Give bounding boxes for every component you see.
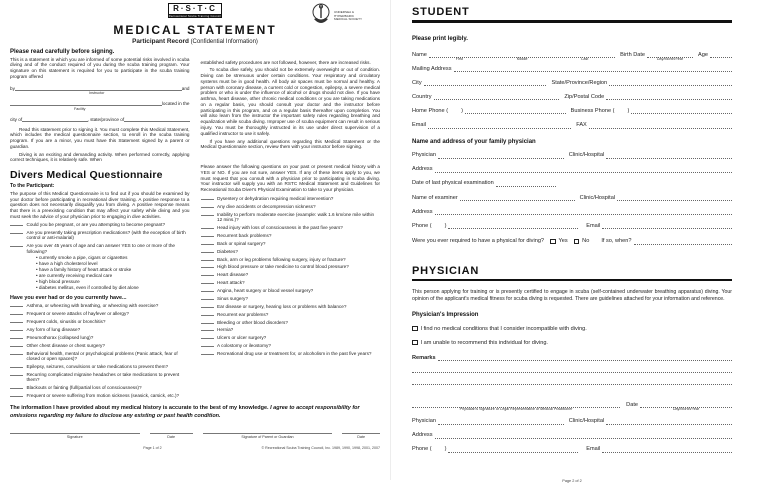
question-row — [10, 311, 190, 316]
question-text: Ulcers or ulcer surgery? — [217, 335, 267, 341]
physician-section-heading: PHYSICIAN — [412, 264, 480, 277]
located-label: located in the — [161, 101, 190, 107]
facility-caption: Facility — [74, 106, 86, 111]
rstc-logo — [168, 3, 222, 18]
answer-blank — [201, 249, 214, 253]
question-row — [201, 304, 381, 309]
country-row — [412, 94, 732, 101]
physician-name-row — [412, 418, 732, 425]
phone-row — [412, 108, 732, 115]
answer-blank — [201, 304, 214, 308]
physician-phone-row — [412, 446, 732, 453]
question-text: Recurring complicated migraine headaches or take medications to prevent them? — [26, 371, 180, 383]
answer-blank — [201, 335, 214, 339]
question-row — [201, 280, 381, 285]
fax-label: FAX — [576, 122, 587, 129]
page-subtitle — [10, 38, 380, 45]
answer-blank — [201, 241, 214, 245]
question-text: Ear disease or surgery, hearing loss or problems with balance? — [217, 303, 347, 309]
family-physician-heading: Name and address of your family physician — [412, 138, 536, 145]
answer-blank — [201, 312, 214, 316]
physician-email-field — [602, 446, 732, 453]
answer-blank — [201, 296, 214, 300]
question-row — [201, 327, 381, 332]
question-row — [10, 243, 190, 254]
examiner-field — [460, 194, 575, 201]
page2-footer: Page 2 of 2 — [562, 478, 582, 483]
have-you-ever-heading: Have you ever had or do you currently have... — [10, 294, 127, 301]
physician-address-label: Address — [412, 432, 433, 439]
question-row — [201, 196, 381, 201]
question-row — [201, 312, 381, 317]
question-text: Asthma, or wheezing with breathing, or wheezing with exercise? — [26, 303, 159, 309]
answer-blank — [10, 243, 23, 247]
questionnaire-list-b — [10, 303, 190, 398]
question-text: Blackouts or fainting (full/partial loss of consciousness)? — [26, 385, 142, 391]
business-phone-field — [631, 108, 732, 115]
impression-option-text: I am unable to recommend this individual for diving. — [420, 339, 548, 346]
physician-phone-label: Phone ( — [412, 446, 432, 453]
dmy-caption: Day/Month/Year — [656, 57, 684, 62]
question-text: Back or spinal surgery? — [217, 240, 266, 246]
impression-checkbox — [412, 340, 418, 346]
yes-label: Yes — [558, 238, 568, 245]
physician-email-label: Email — [586, 446, 601, 453]
first-caption: First — [455, 57, 463, 62]
city-row — [412, 80, 732, 87]
purpose-paragraph: The purpose of this Medical Questionnaire is to find out if you should be examined by your doctor before participating in recreational diver training. A positive response to a question does not necessarily disqualify you from diving. A positive response means that there is a preexisting condition that may affect your safety while diving and you must seek the advice of your physician prior to engaging in dive activities. — [10, 190, 190, 219]
question-row — [201, 241, 381, 246]
city-label: City — [412, 79, 422, 86]
answer-blank — [201, 225, 214, 229]
physician-address-row — [412, 166, 732, 173]
participant-signature-field — [10, 433, 140, 439]
question-row — [10, 230, 190, 241]
question-row — [10, 222, 190, 227]
uhms-label: UNDERSEA & HYPERBARIC MEDICAL SOCIETY — [334, 9, 363, 22]
last-exam-field — [496, 180, 556, 187]
question-text: Any dive accidents or decompression sickness? — [217, 203, 316, 209]
if-so-when-field — [634, 238, 733, 245]
questionnaire-heading: Divers Medical Questionnaire — [10, 169, 163, 182]
physician-row — [412, 152, 732, 159]
question-text: Recurrent back problems? — [217, 232, 272, 238]
page1-footer — [10, 446, 380, 450]
if-so-when-label: If so, when? — [601, 238, 632, 245]
question-text: Behavioral health, mental or psychological problems (Panic attack, fear of closed or open spaces)? — [26, 350, 178, 362]
physical-question-label: Were you ever required to have a physical for diving? — [412, 238, 545, 245]
question-row — [201, 257, 381, 262]
middle-caption: Middle — [516, 57, 528, 62]
physical-question-row — [412, 238, 732, 245]
date-field — [150, 433, 193, 439]
mailing-address-field — [454, 66, 733, 73]
physician-phone-field — [448, 446, 578, 453]
question-text: Other chest disease or chest surgery? — [26, 342, 105, 348]
examiner-address-label: Address — [412, 208, 433, 215]
answer-blank — [10, 335, 23, 339]
page-title: MEDICAL STATEMENT — [113, 22, 277, 37]
page1-left-column — [10, 49, 190, 399]
question-row — [201, 249, 381, 254]
address-field — [435, 166, 732, 173]
question-text: Recreational drug use or treatment for, or alcoholism in the past five years? — [217, 351, 372, 357]
question-text: Recurrent ear problems? — [217, 311, 269, 317]
question-row — [201, 225, 381, 230]
student-section-rule — [412, 20, 732, 23]
home-phone-label: Home Phone ( — [412, 108, 449, 115]
clinic-field — [606, 152, 732, 159]
physician-phone-paren: ) — [444, 446, 447, 453]
physician-field — [438, 152, 564, 159]
name-field — [429, 52, 615, 62]
question-text: Could you be pregnant, or are you attempting to become pregnant? — [26, 221, 166, 227]
clinic-label: Clinic/Hospital — [568, 152, 605, 159]
state-label: , state/province of — [87, 116, 125, 122]
answer-blank — [10, 385, 23, 389]
question-row — [10, 303, 190, 308]
question-row — [201, 320, 381, 325]
name-label: Name — [412, 51, 427, 58]
page1-columns — [10, 49, 380, 399]
mailing-address-row — [412, 66, 732, 73]
question-text: Head injury with loss of consciousness in the past five years? — [217, 225, 343, 231]
answer-blank — [10, 230, 23, 234]
birth-date-field — [647, 52, 693, 62]
over45-bullet-item: • high blood pressure — [36, 279, 190, 285]
question-row — [10, 327, 190, 332]
facility-field-row — [10, 101, 190, 106]
remarks-field-line-2 — [412, 361, 732, 373]
state-field — [609, 80, 732, 87]
question-row — [201, 296, 381, 301]
safety-paragraph-2: To scuba dive safely, you should not be extremely overweight or out of condition. Diving can be strenuous under certain conditions. Your respiratory and circulatory systems must be in good health. All body air spaces must be normal and healthy. A person with coronary disease, a current cold or congestion, epilepsy, a severe medical problem or who is under the influence of alcohol or drugs should not dive. If you have asthma, heart disease, other chronic medical conditions or you are taking medications on a regular basis, you should consult your doctor and the instructor before participating in this program, and on a regular basis thereafter upon completion. You will also learn from the instructor the important safety rules regarding breathing and equalization while scuba diving. Improper use of scuba equipment can result in serious injury. You must be thoroughly instructed in its use under direct supervision of a qualified instructor to use it safely. — [200, 67, 380, 136]
answer-instructions-paragraph: Please answer the following questions on your past or present medical history with a YES or NO. If you are not sure, answer YES. If any of these items apply to you, we must request that you consult with a physician prior to participating in scuba diving. Your instructor will supply you with an RSTC Medical Statement and Guidelines for Recreational Scuba Diver's Physical Examination to take to your physician. — [200, 164, 380, 193]
examiner-phone-field — [448, 223, 578, 230]
question-text: Bleeding or other blood disorders? — [217, 319, 288, 325]
impression-option-text: I find no medical conditions that I consider incompatible with diving. — [420, 325, 587, 332]
intro-paragraph: This is a statement in which you are informed of some potential risks involved in scuba diving and of the conduct required of you during the scuba training program. Your signature on this statement is required for you to participate in the scuba training program offered — [10, 56, 190, 79]
question-row — [201, 335, 381, 340]
over45-bullet-item: • currently smoke a pipe, cigars or cigarettes — [36, 255, 190, 261]
question-row — [201, 288, 381, 293]
date-label: Date — [626, 402, 638, 409]
answer-blank — [10, 303, 23, 307]
answer-blank — [201, 351, 214, 355]
state-label: State/Province/Region — [551, 79, 608, 86]
city-field — [424, 80, 547, 87]
question-row — [201, 343, 381, 348]
over45-bullet-list — [36, 255, 190, 291]
answer-blank — [201, 196, 214, 200]
safety-paragraph-3: If you have any additional questions regarding this Medical Statement or the Medical Questionnaire section, review them with your instructor before signing. — [200, 138, 380, 150]
student-section-heading: STUDENT — [412, 6, 470, 18]
question-row — [201, 272, 381, 277]
birth-date-label: Birth Date — [620, 51, 646, 58]
impression-option-row — [412, 326, 732, 332]
examiner-phone-label: Phone ( — [412, 222, 432, 229]
answer-blank — [201, 343, 214, 347]
subtitle-bold: Participant Record — [132, 37, 189, 45]
answer-blank — [201, 327, 214, 331]
business-phone-label: Business Phone ( — [570, 108, 615, 115]
question-text: Diabetes? — [217, 248, 238, 254]
and-label: and — [181, 85, 190, 91]
impression-options-list — [412, 326, 732, 346]
impression-checkbox — [412, 326, 418, 332]
physician-address-row-2 — [412, 432, 732, 439]
question-text: A colostomy or ileostomy? — [217, 343, 271, 349]
page1-right-column — [201, 49, 381, 399]
home-phone-paren: ) — [461, 108, 463, 115]
last-caption: Last — [581, 57, 589, 62]
examiner-clinic-field — [617, 194, 732, 201]
answer-blank — [10, 327, 23, 331]
city-field-line — [22, 117, 87, 122]
signature-row — [10, 433, 380, 439]
answer-blank — [10, 372, 23, 376]
uhms-emblem-icon — [310, 2, 332, 31]
yes-checkbox — [550, 239, 556, 245]
last-exam-label: Date of last physical examination — [412, 180, 494, 187]
question-row — [10, 335, 190, 340]
remarks-field-line-3 — [412, 373, 732, 385]
answer-blank — [201, 280, 214, 284]
guardian-signature-caption: Signature of Parent or Guardian — [241, 434, 294, 439]
question-row — [201, 212, 381, 223]
country-field — [434, 94, 560, 101]
answer-blank — [10, 343, 23, 347]
remarks-label: Remarks — [412, 354, 436, 361]
examiner-clinic-label: Clinic/Hospital — [579, 194, 616, 201]
answer-blank — [201, 288, 214, 292]
physician-signature-field — [412, 401, 620, 412]
address-label: Address — [412, 166, 433, 173]
examiner-address-row — [412, 209, 732, 216]
signature-caption: Signature — [66, 434, 83, 439]
examiner-address-field — [435, 209, 732, 216]
city-state-field-row — [10, 117, 190, 122]
answer-blank — [201, 264, 214, 268]
zip-field — [606, 94, 732, 101]
page-divider — [390, 0, 391, 480]
safety-paragraph-1: established safety procedures are not followed, however, there are increased risks. — [200, 59, 371, 65]
rstc-logo-subtext: Recreational Scuba Training Council — [168, 14, 222, 18]
answer-blank — [10, 319, 23, 323]
statement-paragraph-2: Read this statement prior to signing it. You must complete this Medical Statement, which includes the medical questionnaire section, to enroll in the scuba training program. If you are a minor, you must have this Statement signed by a parent or guardian. — [10, 126, 190, 149]
state-field-line — [124, 117, 189, 122]
signature-line — [10, 433, 140, 434]
medical-statement-page — [0, 0, 388, 450]
remarks-field-line-1 — [438, 355, 732, 362]
questionnaire-list-right — [201, 196, 381, 357]
physician-clinic-label: Clinic/Hospital — [568, 418, 605, 425]
answer-blank — [10, 222, 23, 226]
by-label: by — [10, 85, 15, 91]
question-row — [201, 233, 381, 238]
question-row — [201, 264, 381, 269]
questionnaire-list-a — [10, 222, 190, 254]
question-text: Are you presently taking prescription medications? (with the exception of birth control or anti-malarial) — [26, 229, 186, 241]
question-text: Heart disease? — [217, 272, 249, 278]
closing-italic-text: I agree to accept responsibility for omissions regarding my failure to disclose any existing or past health condition. — [10, 405, 360, 419]
answer-blank — [201, 204, 214, 208]
age-label: Age — [698, 51, 708, 58]
closing-statement — [10, 405, 380, 419]
read-carefully-heading: Please read carefully before signing. — [10, 48, 115, 55]
answer-blank — [10, 351, 23, 355]
question-row — [201, 351, 381, 356]
business-phone-paren: ) — [627, 108, 630, 115]
physician-label: Physician — [412, 152, 436, 159]
question-text: Hernia? — [217, 327, 234, 333]
over45-bullet-item: • have a family history of heart attack or stroke — [36, 267, 190, 273]
instructor-caption: Instructor — [89, 91, 105, 96]
physician-signature-row — [412, 401, 732, 412]
question-text: Are you over 45 years of age and can answer YES to one or more of the following? — [26, 243, 176, 254]
last-exam-row — [412, 180, 732, 187]
statement-paragraph-3: Diving is an exciting and demanding activity. When performed correctly, applying correct techniques, it is relatively safe. When — [10, 151, 190, 163]
question-text: Any form of lung disease? — [26, 326, 81, 332]
answer-blank — [201, 212, 214, 216]
home-phone-field — [465, 108, 566, 115]
physician-impression-heading: Physician's Impression — [412, 311, 479, 318]
city-label: city of — [10, 116, 23, 122]
copyright-text: © Recreational Scuba Training Council, Inc. 1989, 1990, 1998, 2001, 2007 — [261, 445, 380, 450]
examiner-phone-row — [412, 223, 732, 230]
physician-date-field — [640, 402, 732, 412]
question-text: Back, arm or leg problems following surgery, injury or fracture? — [217, 256, 346, 262]
name-row — [412, 51, 732, 62]
over45-bullet-item: • diabetes mellitus, even if controlled by diet alone — [36, 285, 190, 291]
over45-bullet-item: • are currently receiving medical care — [36, 273, 190, 279]
guardian-signature-field — [203, 433, 333, 439]
examiner-email-label: Email — [586, 222, 601, 229]
print-legibly-label: Please print legibly. — [412, 35, 468, 42]
answer-blank — [10, 393, 23, 397]
email-field — [428, 122, 571, 129]
guardian-date-caption: Date — [357, 434, 366, 439]
question-text: Epilepsy, seizures, convulsions or take medications to prevent them? — [26, 363, 169, 369]
question-row — [10, 393, 190, 398]
answer-blank — [10, 364, 23, 368]
closing-bold-text: The information I have provided about my medical history is accurate to the best of my knowledge. — [10, 405, 269, 412]
physician-clinic-field — [606, 418, 732, 425]
guardian-date-line — [342, 433, 380, 434]
physician-date-caption: Day/Month/Year — [672, 407, 700, 412]
question-text: Heart attack? — [217, 280, 245, 286]
question-row — [10, 385, 190, 390]
to-participant-heading: To the Participant: — [10, 182, 55, 189]
guardian-date-field — [342, 433, 380, 439]
question-text: Frequent colds, sinusitis or bronchitis? — [26, 319, 106, 325]
age-field — [710, 52, 732, 59]
question-text: Dysentery or dehydration requiring medical intervention? — [217, 195, 334, 201]
page1-header — [10, 2, 380, 45]
country-label: Country — [412, 93, 432, 100]
instructor-field-line — [15, 86, 182, 91]
uhms-logo — [310, 2, 374, 31]
date-caption: Date — [167, 434, 176, 439]
no-checkbox — [574, 239, 580, 245]
answer-blank — [10, 311, 23, 315]
question-text: Sinus surgery? — [217, 295, 248, 301]
examiner-label: Name of examiner — [412, 194, 458, 201]
examiner-email-field — [602, 223, 732, 230]
question-row — [201, 204, 381, 209]
examiner-row — [412, 194, 732, 201]
email-label: Email — [412, 122, 426, 129]
mailing-address-label: Mailing Address — [412, 65, 452, 72]
no-label: No — [582, 238, 590, 245]
physician-name-label: Physician — [412, 418, 436, 425]
answer-blank — [201, 320, 214, 324]
facility-field-line — [10, 101, 162, 106]
question-row — [10, 364, 190, 369]
email-fax-row — [412, 122, 732, 129]
answer-blank — [201, 272, 214, 276]
answer-blank — [201, 233, 214, 237]
question-row — [10, 372, 190, 383]
question-row — [10, 343, 190, 348]
zip-label: Zip/Postal Code — [564, 93, 605, 100]
fax-field — [589, 122, 732, 129]
physician-address-field — [435, 432, 732, 439]
question-text: Pneumothorax (collapsed lung)? — [26, 334, 94, 340]
question-text: Inability to perform moderate exercise (example: walk 1.6 km/one mile within 12 mins.)? — [217, 211, 375, 223]
question-text: Frequent or severe attacks of hayfever or allergy? — [26, 311, 129, 317]
physician-name-field — [438, 418, 564, 425]
question-text: Angina, heart surgery or blood vessel surgery? — [217, 288, 314, 294]
subtitle-paren: (Confidential Information) — [190, 38, 258, 45]
question-row — [10, 351, 190, 362]
examiner-phone-paren: ) — [444, 222, 447, 229]
guardian-signature-line — [203, 433, 333, 434]
student-physician-page — [398, 0, 748, 483]
rstc-logo-text: R·S·T·C — [168, 3, 222, 15]
question-text: Frequent or severe suffering from motion sickness (seasick, carsick, etc.)? — [26, 393, 180, 398]
page1-number: Page 1 of 2 — [143, 445, 162, 450]
impression-option-row — [412, 340, 732, 346]
physician-signature-caption: Physician's Signature or Legal Representative of Medical Practitioner — [459, 407, 573, 412]
physician-section-rule — [412, 279, 732, 282]
instructor-field-row — [10, 86, 190, 91]
remarks-row — [412, 355, 732, 362]
physician-intro-paragraph: This person applying for training or is presently certified to engage in scuba (self-contained underwater breathing apparatus) diving. Your opinion of the applicant's medical fitness for scuba diving is requested. There are guidelines attached for your information and reference. — [412, 289, 732, 302]
date-line — [150, 433, 193, 434]
over45-bullet-item: • have a high cholesterol level — [36, 261, 190, 267]
question-row — [10, 319, 190, 324]
answer-blank — [201, 257, 214, 261]
question-text: High blood pressure or take medicine to control blood pressure? — [217, 264, 349, 270]
